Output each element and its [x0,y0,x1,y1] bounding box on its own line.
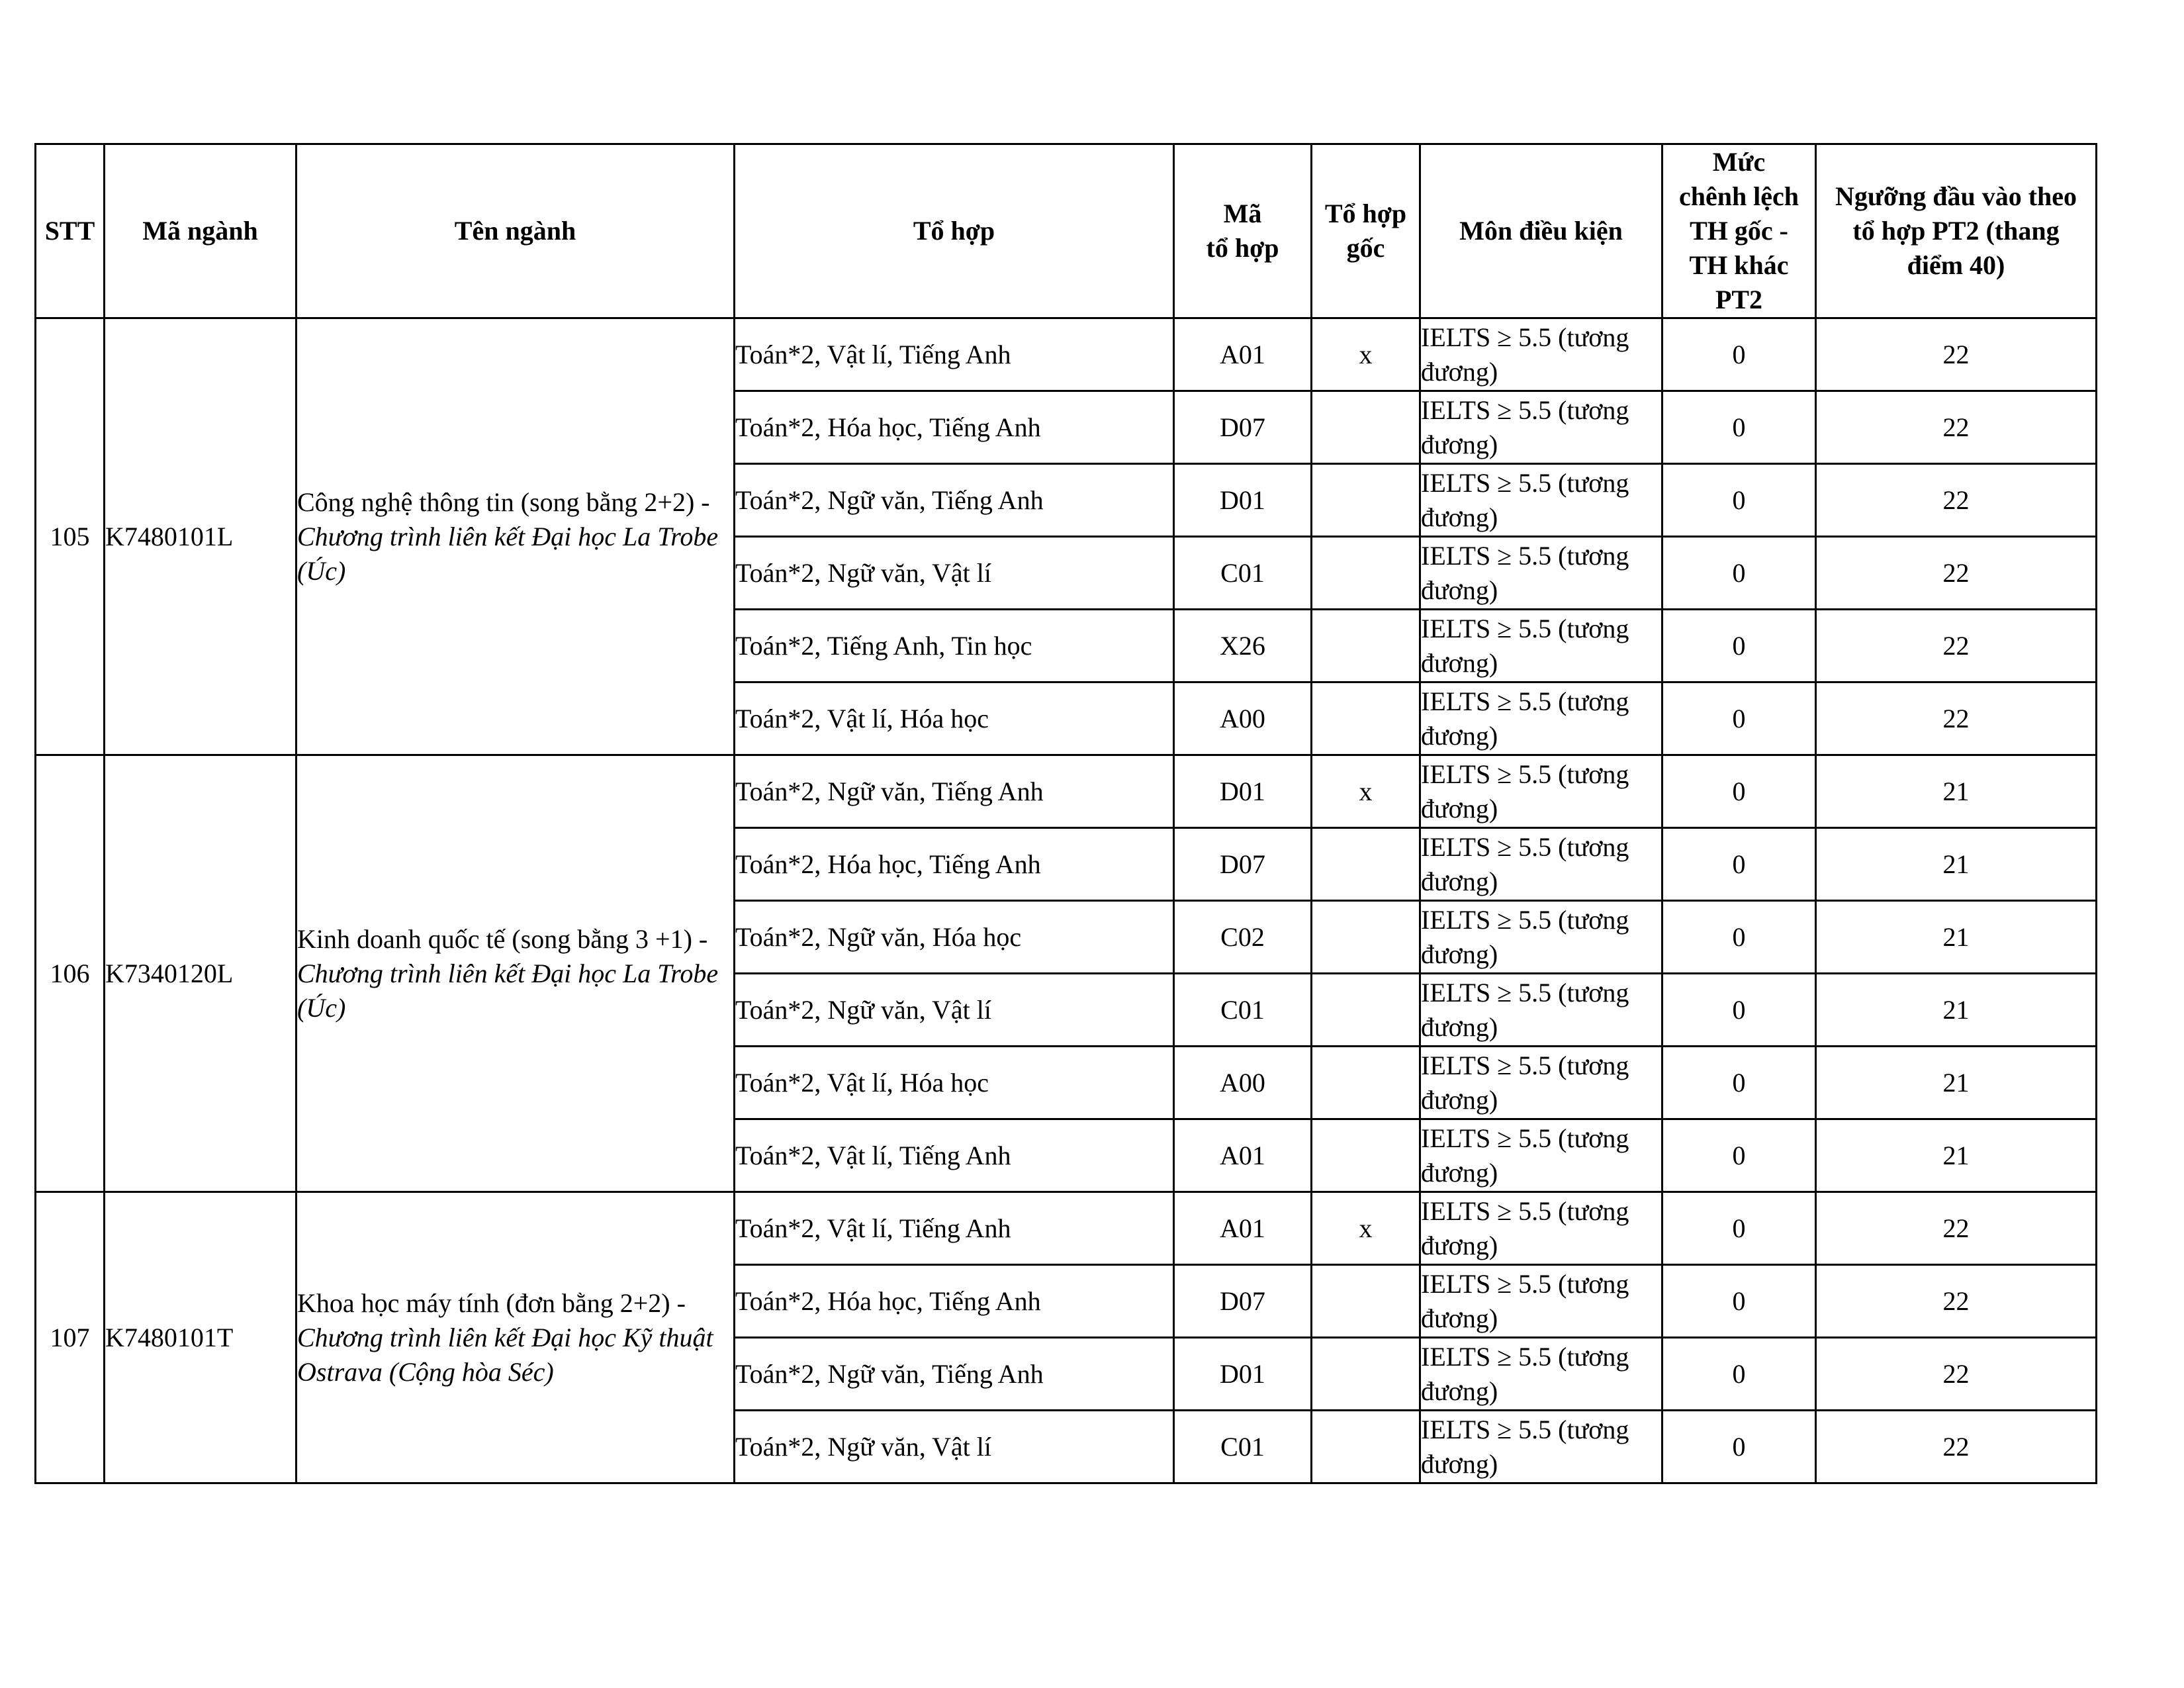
to-hop-goc-cell [1312,537,1420,610]
mon-dieu-kien-line1: IELTS ≥ 5.5 (tương [1421,322,1629,352]
header-muc-chenh-lech-line4: TH khác [1689,250,1789,280]
header-ma-nganh [105,144,296,318]
nguong-cell [1816,1338,2097,1411]
ten-nganh-text: Công nghệ thông tin (song bằng 2+2) - [297,487,710,517]
cell-text: 21 [1942,1140,1970,1170]
mon-dieu-kien-line2: đương) [1421,575,1498,605]
cell-text: 22 [1942,485,1970,515]
cell-text: 22 [1942,630,1970,661]
mon-dieu-kien-line1: IELTS ≥ 5.5 (tương [1421,1196,1629,1226]
cell-text: A01 [1220,1140,1265,1170]
to-hop-goc-cell [1312,755,1420,828]
cell-text: C01 [1220,557,1265,588]
to-hop-goc-cell [1312,828,1420,901]
cell-text: Toán*2, Vật lí, Hóa học [735,1067,989,1098]
cell-text: 0 [1732,994,1746,1025]
cell-text: 0 [1732,1067,1746,1098]
cell-text: D01 [1220,776,1265,806]
cell-text: 0 [1732,1286,1746,1316]
nguong-cell [1816,974,2097,1047]
header-ten-nganh [296,144,735,318]
cell-text: Toán*2, Ngữ văn, Tiếng Anh [735,776,1044,806]
to-hop-goc-cell [1312,1192,1420,1265]
header-muc-chenh-lech-line5: PT2 [1715,285,1763,314]
mon-dieu-kien-cell [1420,1192,1662,1265]
cell-text: 22 [1942,703,1970,733]
header-to-hop-goc-line1: Tổ hợp [1324,199,1407,228]
table-body [36,318,2097,1483]
header-muc-chenh-lech-line2: chênh lệch [1678,181,1799,211]
to-hop-goc-cell [1312,1411,1420,1483]
nguong-cell [1816,318,2097,391]
ma-to-hop-cell [1174,682,1312,755]
ma-nganh-cell [105,755,296,1192]
mon-dieu-kien-cell [1420,391,1662,464]
cell-text: 0 [1732,1358,1746,1389]
muc-chenh-lech-cell [1662,1047,1816,1119]
header-text: Mã ngành [142,216,258,246]
nguong-cell [1816,1192,2097,1265]
stt-cell [36,318,105,755]
cell-text: C01 [1220,1431,1265,1462]
to-hop-cell [735,1338,1174,1411]
ma-to-hop-cell [1174,1265,1312,1338]
muc-chenh-lech-cell [1662,901,1816,974]
cell-text: 0 [1732,1213,1746,1243]
mon-dieu-kien-line2: đương) [1421,1448,1498,1479]
mon-dieu-kien-line2: đương) [1421,1084,1498,1115]
mon-dieu-kien-cell [1420,828,1662,901]
header-muc-chenh-lech-line1: Mức [1712,147,1766,177]
header-text: Tổ hợp [913,216,995,246]
nguong-cell [1816,901,2097,974]
mon-dieu-kien-line2: đương) [1421,1303,1498,1333]
to-hop-goc-cell [1312,1265,1420,1338]
mon-dieu-kien-cell [1420,537,1662,610]
header-text: Tên ngành [454,216,576,246]
mon-dieu-kien-line1: IELTS ≥ 5.5 (tương [1421,1341,1629,1372]
header-to-hop [735,144,1174,318]
mon-dieu-kien-line1: IELTS ≥ 5.5 (tương [1421,977,1629,1008]
mon-dieu-kien-line1: IELTS ≥ 5.5 (tương [1421,395,1629,425]
header-row [36,144,2097,318]
cell-text: 0 [1732,849,1746,879]
nguong-cell [1816,1119,2097,1192]
nguong-cell [1816,755,2097,828]
mon-dieu-kien-line1: IELTS ≥ 5.5 (tương [1421,1414,1629,1444]
header-mon-dieu-kien [1420,144,1662,318]
header-nguong-line3: điểm 40) [1907,250,2005,280]
cell-text: 21 [1942,849,1970,879]
header-nguong [1816,144,2097,318]
mon-dieu-kien-line1: IELTS ≥ 5.5 (tương [1421,1268,1629,1299]
cell-text: Toán*2, Vật lí, Tiếng Anh [735,1140,1011,1170]
muc-chenh-lech-cell [1662,610,1816,682]
cell-text: Toán*2, Hóa học, Tiếng Anh [735,1286,1041,1316]
header-ma-to-hop [1174,144,1312,318]
mon-dieu-kien-line2: đương) [1421,939,1498,969]
cell-text: 21 [1942,921,1970,952]
to-hop-goc-cell [1312,901,1420,974]
mon-dieu-kien-line1: IELTS ≥ 5.5 (tương [1421,1050,1629,1080]
muc-chenh-lech-cell [1662,1265,1816,1338]
ma-to-hop-cell [1174,974,1312,1047]
cell-text: D01 [1220,1358,1265,1389]
cell-text: Toán*2, Ngữ văn, Vật lí [735,994,991,1025]
cell-text: 0 [1732,557,1746,588]
to-hop-goc-cell [1312,464,1420,537]
header-muc-chenh-lech [1662,144,1816,318]
to-hop-goc-cell [1312,318,1420,391]
cell-text: D07 [1220,849,1265,879]
ma-to-hop-cell [1174,537,1312,610]
muc-chenh-lech-cell [1662,828,1816,901]
ma-to-hop-cell [1174,1119,1312,1192]
cell-text: D01 [1220,485,1265,515]
muc-chenh-lech-cell [1662,1119,1816,1192]
to-hop-cell [735,1047,1174,1119]
cell-text: C02 [1220,921,1265,952]
header-to-hop-goc [1312,144,1420,318]
mon-dieu-kien-line2: đương) [1421,793,1498,823]
muc-chenh-lech-cell [1662,1192,1816,1265]
cell-text: 0 [1732,776,1746,806]
mon-dieu-kien-line1: IELTS ≥ 5.5 (tương [1421,686,1629,716]
chuong-trinh-text: Chương trình liên kết Đại học La Trobe (Úc) [297,521,719,586]
to-hop-cell [735,1411,1174,1483]
cell-text: 0 [1732,703,1746,733]
cell-text: 22 [1942,1358,1970,1389]
ma-to-hop-cell [1174,391,1312,464]
ma-to-hop-cell [1174,318,1312,391]
cell-text: 0 [1732,485,1746,515]
cell-text: Toán*2, Vật lí, Tiếng Anh [735,1213,1011,1243]
ma-to-hop-cell [1174,1047,1312,1119]
to-hop-cell [735,537,1174,610]
mon-dieu-kien-cell [1420,755,1662,828]
cell-text: K7480101T [105,1322,234,1352]
ten-nganh-cell [296,755,735,1192]
to-hop-cell [735,901,1174,974]
stt-cell [36,755,105,1192]
nguong-cell [1816,464,2097,537]
mon-dieu-kien-line2: đương) [1421,429,1498,459]
cell-text: 21 [1942,994,1970,1025]
cell-text: 105 [50,521,90,551]
to-hop-goc-cell [1312,391,1420,464]
chuong-trinh-text: Chương trình liên kết Đại học La Trobe (Úc) [297,958,719,1023]
mon-dieu-kien-line2: đương) [1421,647,1498,678]
to-hop-cell [735,464,1174,537]
mon-dieu-kien-line2: đương) [1421,720,1498,751]
cell-text: x [1359,776,1373,806]
header-nguong-line2: tổ hợp PT2 (thang [1852,216,2060,246]
nguong-cell [1816,1265,2097,1338]
cell-text: K7340120L [105,958,234,988]
muc-chenh-lech-cell [1662,464,1816,537]
cell-text: 106 [50,958,90,988]
muc-chenh-lech-cell [1662,755,1816,828]
cell-text: Toán*2, Ngữ văn, Tiếng Anh [735,1358,1044,1389]
cell-text: x [1359,1213,1373,1243]
ma-to-hop-cell [1174,1338,1312,1411]
cell-text: Toán*2, Ngữ văn, Hóa học [735,921,1022,952]
mon-dieu-kien-line1: IELTS ≥ 5.5 (tương [1421,1123,1629,1153]
mon-dieu-kien-line2: đương) [1421,1011,1498,1042]
mon-dieu-kien-line1: IELTS ≥ 5.5 (tương [1421,759,1629,789]
header-ma-to-hop-line2: tổ hợp [1206,233,1279,263]
cell-text: A01 [1220,339,1265,369]
to-hop-cell [735,318,1174,391]
header-nguong-line1: Ngưỡng đầu vào theo [1835,181,2077,211]
mon-dieu-kien-cell [1420,1119,1662,1192]
mon-dieu-kien-cell [1420,1338,1662,1411]
ma-to-hop-cell [1174,464,1312,537]
ma-to-hop-cell [1174,828,1312,901]
muc-chenh-lech-cell [1662,1411,1816,1483]
muc-chenh-lech-cell [1662,537,1816,610]
mon-dieu-kien-line2: đương) [1421,1230,1498,1260]
cell-text: Toán*2, Hóa học, Tiếng Anh [735,849,1041,879]
to-hop-cell [735,1119,1174,1192]
nguong-cell [1816,828,2097,901]
cell-text: A00 [1220,703,1265,733]
chuong-trinh-text: Chương trình liên kết Đại học Kỹ thuật Ostrava (Cộng hòa Séc) [297,1322,713,1387]
nguong-cell [1816,391,2097,464]
cell-text: X26 [1220,630,1265,661]
cell-text: Toán*2, Vật lí, Tiếng Anh [735,339,1011,369]
mon-dieu-kien-cell [1420,318,1662,391]
muc-chenh-lech-cell [1662,682,1816,755]
to-hop-goc-cell [1312,610,1420,682]
mon-dieu-kien-line1: IELTS ≥ 5.5 (tương [1421,831,1629,862]
to-hop-cell [735,682,1174,755]
to-hop-goc-cell [1312,682,1420,755]
ma-nganh-cell [105,1192,296,1483]
cell-text: Toán*2, Tiếng Anh, Tin học [735,630,1032,661]
mon-dieu-kien-cell [1420,901,1662,974]
mon-dieu-kien-line2: đương) [1421,356,1498,387]
ten-nganh-text: Khoa học máy tính (đơn bằng 2+2) - [297,1288,686,1318]
mon-dieu-kien-cell [1420,610,1662,682]
cell-text: 0 [1732,921,1746,952]
ma-to-hop-cell [1174,901,1312,974]
to-hop-cell [735,828,1174,901]
cell-text: Toán*2, Vật lí, Hóa học [735,703,989,733]
to-hop-goc-cell [1312,1119,1420,1192]
mon-dieu-kien-line1: IELTS ≥ 5.5 (tương [1421,467,1629,498]
stt-cell [36,1192,105,1483]
ten-nganh-text: Kinh doanh quốc tế (song bằng 3 +1) - [297,923,708,954]
nguong-cell [1816,1047,2097,1119]
ten-nganh-cell [296,318,735,755]
mon-dieu-kien-cell [1420,1047,1662,1119]
cell-text: A01 [1220,1213,1265,1243]
header-text: Môn điều kiện [1459,216,1623,246]
cell-text: 22 [1942,1431,1970,1462]
cell-text: x [1359,339,1373,369]
mon-dieu-kien-cell [1420,464,1662,537]
mon-dieu-kien-cell [1420,1411,1662,1483]
table-row [36,755,2097,828]
cell-text: 21 [1942,776,1970,806]
mon-dieu-kien-line1: IELTS ≥ 5.5 (tương [1421,540,1629,571]
cell-text: 0 [1732,339,1746,369]
to-hop-cell [735,610,1174,682]
cell-text: D07 [1220,412,1265,442]
admission-table [34,143,2097,1484]
cell-text: Toán*2, Ngữ văn, Vật lí [735,1431,991,1462]
ma-to-hop-cell [1174,1411,1312,1483]
cell-text: 22 [1942,339,1970,369]
to-hop-cell [735,974,1174,1047]
mon-dieu-kien-cell [1420,682,1662,755]
nguong-cell [1816,1411,2097,1483]
muc-chenh-lech-cell [1662,318,1816,391]
cell-text: 22 [1942,1286,1970,1316]
cell-text: 22 [1942,1213,1970,1243]
cell-text: C01 [1220,994,1265,1025]
cell-text: 107 [50,1322,90,1352]
muc-chenh-lech-cell [1662,1338,1816,1411]
nguong-cell [1816,537,2097,610]
header-stt [36,144,105,318]
to-hop-cell [735,1192,1174,1265]
cell-text: 22 [1942,557,1970,588]
ma-to-hop-cell [1174,755,1312,828]
cell-text: Toán*2, Ngữ văn, Vật lí [735,557,991,588]
nguong-cell [1816,682,2097,755]
table-row [36,318,2097,391]
mon-dieu-kien-line1: IELTS ≥ 5.5 (tương [1421,904,1629,935]
mon-dieu-kien-line2: đương) [1421,866,1498,896]
muc-chenh-lech-cell [1662,391,1816,464]
header-muc-chenh-lech-line3: TH gốc - [1690,216,1788,246]
to-hop-goc-cell [1312,1338,1420,1411]
cell-text: D07 [1220,1286,1265,1316]
mon-dieu-kien-line2: đương) [1421,502,1498,532]
mon-dieu-kien-cell [1420,1265,1662,1338]
cell-text: 0 [1732,412,1746,442]
cell-text: 0 [1732,630,1746,661]
cell-text: K7480101L [105,521,234,551]
muc-chenh-lech-cell [1662,974,1816,1047]
header-text: STT [44,216,95,246]
header-to-hop-goc-line2: gốc [1346,233,1385,263]
ma-nganh-cell [105,318,296,755]
mon-dieu-kien-cell [1420,974,1662,1047]
ten-nganh-cell [296,1192,735,1483]
to-hop-cell [735,391,1174,464]
cell-text: Toán*2, Ngữ văn, Tiếng Anh [735,485,1044,515]
cell-text: 0 [1732,1140,1746,1170]
mon-dieu-kien-line1: IELTS ≥ 5.5 (tương [1421,613,1629,643]
mon-dieu-kien-line2: đương) [1421,1157,1498,1188]
table-row [36,1192,2097,1265]
to-hop-cell [735,755,1174,828]
ma-to-hop-cell [1174,1192,1312,1265]
ma-to-hop-cell [1174,610,1312,682]
cell-text: 0 [1732,1431,1746,1462]
to-hop-cell [735,1265,1174,1338]
to-hop-goc-cell [1312,1047,1420,1119]
cell-text: 22 [1942,412,1970,442]
to-hop-goc-cell [1312,974,1420,1047]
cell-text: A00 [1220,1067,1265,1098]
header-ma-to-hop-line1: Mã [1223,199,1262,228]
cell-text: Toán*2, Hóa học, Tiếng Anh [735,412,1041,442]
mon-dieu-kien-line2: đương) [1421,1376,1498,1406]
nguong-cell [1816,610,2097,682]
cell-text: 21 [1942,1067,1970,1098]
